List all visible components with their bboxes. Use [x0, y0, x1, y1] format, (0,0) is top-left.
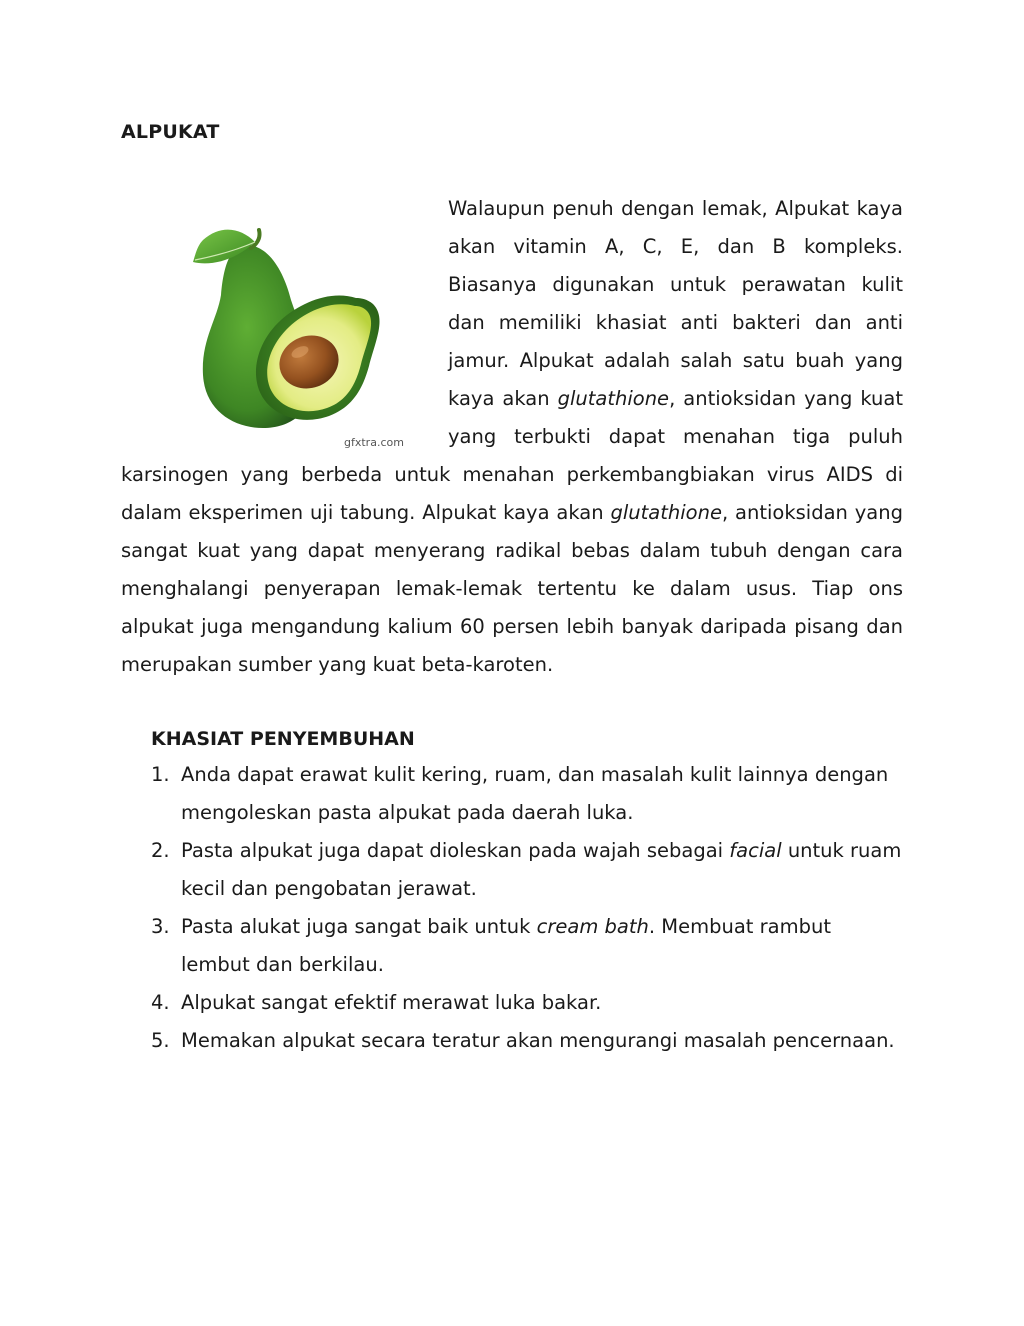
list-number: 3. — [151, 915, 170, 938]
list-item — [151, 908, 903, 984]
list-text: Pasta alukat juga sangat baik untuk — [181, 915, 537, 938]
list-text: Pasta alpukat juga dapat dioleskan pada wajah sebagai — [181, 839, 730, 862]
avocado-image — [151, 190, 411, 449]
list-text: Memakan alpukat secara teratur akan mengurangi masalah pencernaan. — [181, 1029, 895, 1052]
document-title: ALPUKAT — [121, 121, 220, 143]
list-text-after: untuk ruam kecil dan pengobatan jerawat. — [181, 839, 902, 900]
list-text: Alpukat sangat efektif merawat luka bakar. — [181, 991, 602, 1014]
stem — [251, 230, 260, 248]
list-number: 1. — [151, 763, 170, 786]
list-emphasis: facial — [729, 839, 782, 862]
paragraph-text-1: Walaupun penuh dengan lemak, Alpukat kaya akan vitamin A, C, E, dan B kompleks. Biasanya digunakan untuk perawatan kulit dan memiliki khasiat anti bakteri dan anti jamur. Alpukat adalah salah satu buah yang kaya akan — [448, 197, 903, 410]
image-watermark: gfxtra.com — [344, 436, 404, 449]
paragraph-text-3: , antioksidan yang sangat kuat yang dapat menyerang radikal bebas dalam tubuh dengan cara menghalangi penyerapan lemak-lemak tertentu ke dalam usus. Tiap ons alpukat juga mengandung kalium 60 persen lebih banyak daripada pisang dan merupakan sumber yang kuat beta-karoten. — [121, 501, 903, 676]
list-emphasis: cream bath — [536, 915, 649, 938]
avocado-illustration — [151, 190, 411, 446]
paragraph-emphasis-1: glutathione — [557, 387, 670, 410]
list-number: 5. — [151, 1029, 170, 1052]
list-number: 2. — [151, 839, 170, 862]
benefits-list — [151, 756, 903, 1060]
benefits-section — [151, 722, 903, 1060]
list-item — [151, 832, 903, 908]
list-text-after: . Membuat rambut lembut dan berkilau. — [181, 915, 831, 976]
list-item — [151, 1022, 903, 1060]
main-paragraph — [121, 190, 903, 684]
list-item — [151, 756, 903, 832]
paragraph-emphasis-2: glutathione — [610, 501, 722, 524]
list-number: 4. — [151, 991, 170, 1014]
list-item — [151, 984, 903, 1022]
section-title: KHASIAT PENYEMBUHAN — [151, 728, 415, 750]
list-text: Anda dapat erawat kulit kering, ruam, dan masalah kulit lainnya dengan mengoleskan pasta alpukat pada daerah luka. — [181, 763, 889, 824]
paragraph-text-2: , antioksidan yang kuat yang terbukti dapat menahan tiga puluh karsinogen yang berbeda untuk menahan perkembangbiakan virus AIDS di dalam eksperimen uji tabung. Alpukat kaya akan — [121, 387, 903, 524]
